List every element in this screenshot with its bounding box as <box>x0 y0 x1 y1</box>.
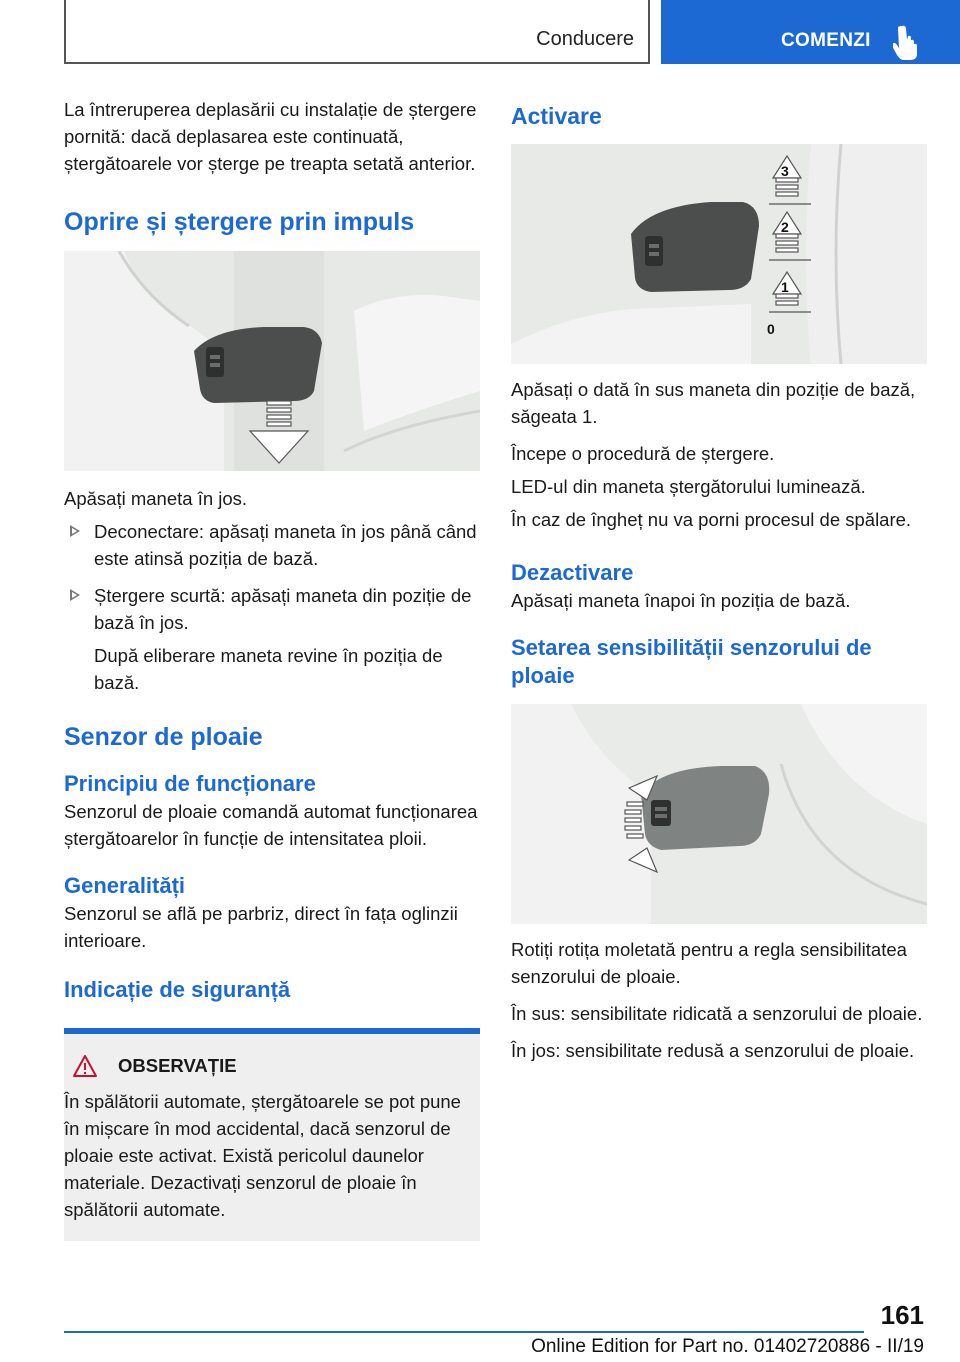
intro-paragraph: La întreruperea deplasării cu instalație de ștergere pornită: dacă deplasarea este continuată, ștergătoarele vor șterge pe treapta setată anterior. <box>64 99 477 174</box>
chapter-tab-label: COMENZI <box>781 30 871 51</box>
sensitivity-text-2: În sus: sensibilitate ridicată a senzorului de ploaie. <box>511 1003 923 1024</box>
right-column <box>511 96 929 1064</box>
sensitivity-wheel-illustration <box>511 704 927 924</box>
heading-dezactivare: Dezactivare <box>511 560 634 585</box>
position-label: 0 <box>767 321 775 337</box>
principiu-text: Senzorul de ploaie comandă automat funcționarea ștergătoarelor în funcție de intensitatea ploii. <box>64 801 478 849</box>
heading-sensibilitate: Setarea sensibilității senzorului de ploaie <box>511 635 872 688</box>
lever-down-illustration <box>64 251 480 471</box>
warning-title-row <box>64 1052 468 1080</box>
warning-triangle-icon <box>72 1054 98 1078</box>
bullet-text: Ștergere scurtă: apăsați maneta din poziție de bază în jos. <box>94 585 472 633</box>
heading-principiu: Principiu de funcționare <box>64 771 316 796</box>
bullet-item <box>64 582 482 636</box>
left-column <box>64 96 482 1241</box>
heading-impuls: Oprire și ștergere prin impuls <box>64 208 415 236</box>
chapter-tab[interactable] <box>661 0 960 64</box>
warning-title: OBSERVAȚIE <box>118 1055 237 1076</box>
bullet-note: După eliberare maneta revine în poziția de bază. <box>94 645 443 693</box>
bullet-text: Deconectare: apăsați maneta în jos până când este atinsă poziția de bază. <box>94 521 477 569</box>
page-number: 161 <box>880 1300 924 1330</box>
lever-positions-illustration <box>511 144 927 364</box>
activare-step-2: Începe o procedură de ștergere. <box>511 443 775 464</box>
footer-edition: Online Edition for Part no. 01402720886 - II/19 <box>531 1336 924 1357</box>
activare-step-4: În caz de îngheț nu va porni procesul de spălare. <box>511 509 912 530</box>
figure-sensitivity-wheel <box>511 704 927 924</box>
warning-text: În spălătorii automate, ștergătoarele se pot pune în mișcare în mod accidental, dacă senzorul de ploaie este activat. Există pericolul daunelor materiale. Dezactivați senzorul de ploaie în spălătorii automate. <box>64 1091 461 1220</box>
sensitivity-text-3: În jos: sensibilitate redusă a senzorului de ploaie. <box>511 1040 915 1061</box>
sensitivity-text-1: Rotiți rotița moletată pentru a regla sensibilitatea senzorului de ploaie. <box>511 939 907 987</box>
dezactivare-text: Apăsați maneta înapoi în poziția de bază. <box>511 590 851 611</box>
bullet-triangle-icon <box>70 589 80 601</box>
section-title: Conducere <box>536 28 634 50</box>
position-label: 2 <box>781 219 789 235</box>
position-label: 1 <box>781 279 789 295</box>
heading-generalitati: Generalități <box>64 873 186 898</box>
figure-lever-down <box>64 251 480 471</box>
activare-step-3: LED-ul din maneta ștergătorului luminează. <box>511 476 866 497</box>
warning-box <box>64 1028 480 1241</box>
heading-senzor: Senzor de ploaie <box>64 723 263 751</box>
generalitati-text: Senzorul se află pe parbriz, direct în fața oglinzii interioare. <box>64 903 458 951</box>
hand-pointer-icon <box>893 24 923 60</box>
position-label: 3 <box>781 163 789 179</box>
activare-step-1: Apăsați o dată în sus maneta din poziție de bază, săgeata 1. <box>511 379 916 427</box>
footer-divider <box>64 1331 864 1333</box>
heading-siguranta: Indicație de siguranță <box>64 977 291 1002</box>
header-section-box <box>64 0 650 64</box>
figure-lever-positions <box>511 144 927 364</box>
bullet-item <box>64 518 482 572</box>
bullet-triangle-icon <box>70 525 80 537</box>
press-down-text: Apăsați maneta în jos. <box>64 488 248 509</box>
heading-activare: Activare <box>511 103 602 129</box>
